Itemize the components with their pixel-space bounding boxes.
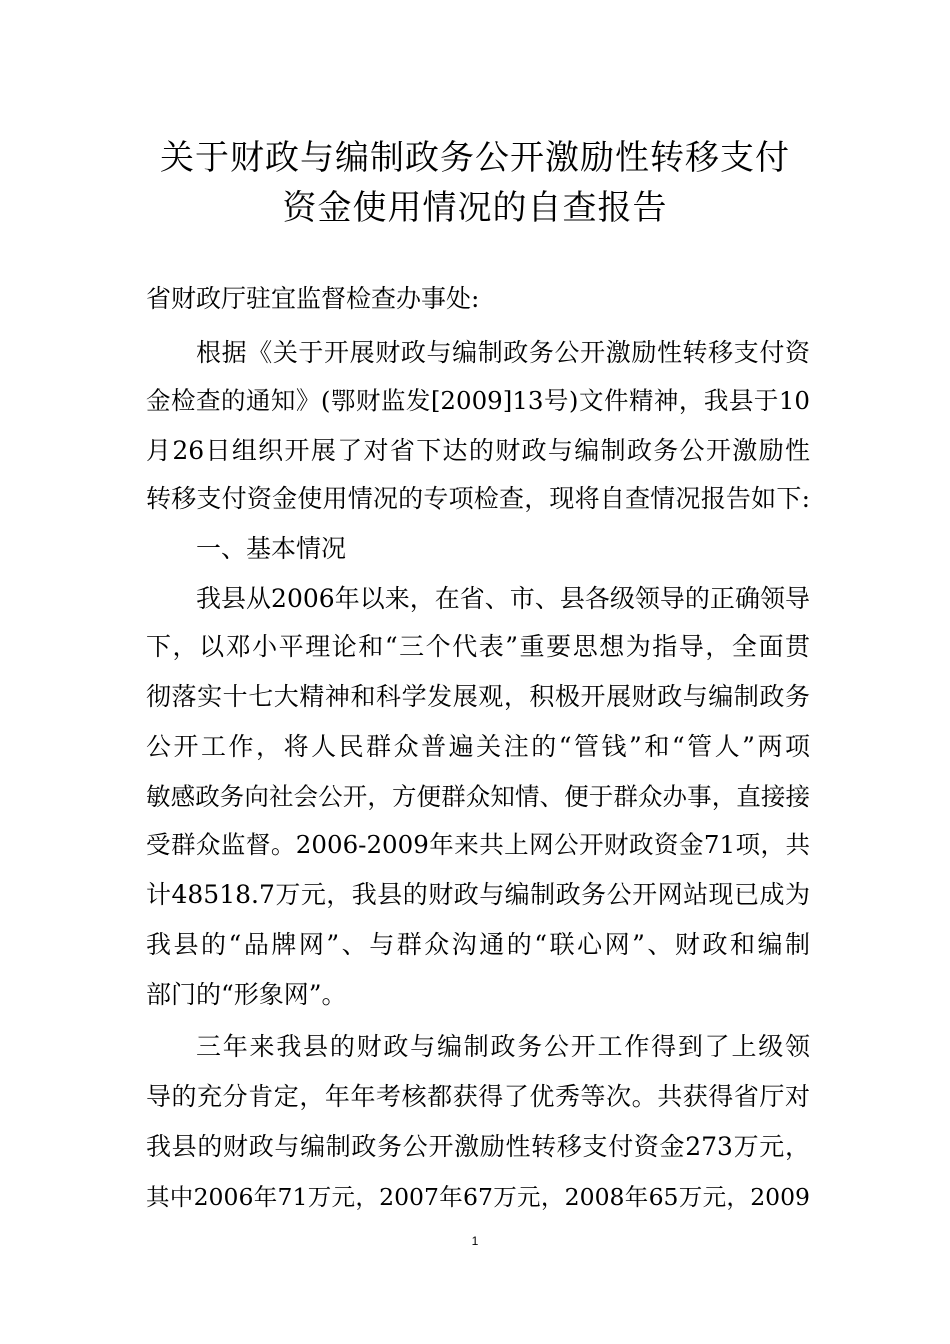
document-title-line-2: 资金使用情况的自查报告 xyxy=(282,188,668,228)
document-title-line-1: 关于财政与编制政务公开激励性转移支付 xyxy=(160,138,790,178)
paragraph-2-line: 下，以邓小平理论和“三个代表”重要思想为指导，全面贯 xyxy=(146,632,810,661)
salutation: 省财政厅驻宜监督检查办事处: xyxy=(146,284,480,313)
paragraph-2-line: 受群众监督。2006-2009年来共上网公开财政资金71项，共 xyxy=(146,830,810,859)
paragraph-1-line: 根据《关于开展财政与编制政务公开激励性转移支付资 xyxy=(196,338,810,367)
paragraph-2-line: 敏感政务向社会公开，方便群众知情、便于群众办事，直接接 xyxy=(146,782,810,811)
section-heading-basic-situation: 一、基本情况 xyxy=(196,534,347,563)
paragraph-2-line: 部门的“形象网”。 xyxy=(146,980,347,1009)
paragraph-3-line: 三年来我县的财政与编制政务公开工作得到了上级领 xyxy=(196,1032,810,1061)
paragraph-1-line: 金检查的通知》(鄂财监发[2009]13号)文件精神，我县于10 xyxy=(146,386,810,415)
paragraph-3-line: 我县的财政与编制政务公开激励性转移支付资金273万元， xyxy=(146,1132,810,1161)
paragraph-2-line: 公开工作，将人民群众普遍关注的“管钱”和“管人”两项 xyxy=(146,732,810,761)
paragraph-2-line: 计48518.7万元，我县的财政与编制政务公开网站现已成为 xyxy=(146,880,810,909)
page-number: 1 xyxy=(471,1234,479,1248)
paragraph-2-line: 我县从2006年以来，在省、市、县各级领导的正确领导 xyxy=(196,584,810,613)
paragraph-1-line: 转移支付资金使用情况的专项检查，现将自查情况报告如下: xyxy=(146,484,810,513)
paragraph-3-line: 导的充分肯定，年年考核都获得了优秀等次。共获得省厅对 xyxy=(146,1082,810,1111)
paragraph-1-line: 月26日组织开展了对省下达的财政与编制政务公开激励性 xyxy=(146,436,810,465)
paragraph-3-line: 其中2006年71万元，2007年67万元，2008年65万元，2009 xyxy=(146,1183,810,1211)
paragraph-2-line: 我县的“品牌网”、与群众沟通的“联心网”、财政和编制 xyxy=(146,930,810,959)
paragraph-2-line: 彻落实十七大精神和科学发展观，积极开展财政与编制政务 xyxy=(146,682,810,711)
